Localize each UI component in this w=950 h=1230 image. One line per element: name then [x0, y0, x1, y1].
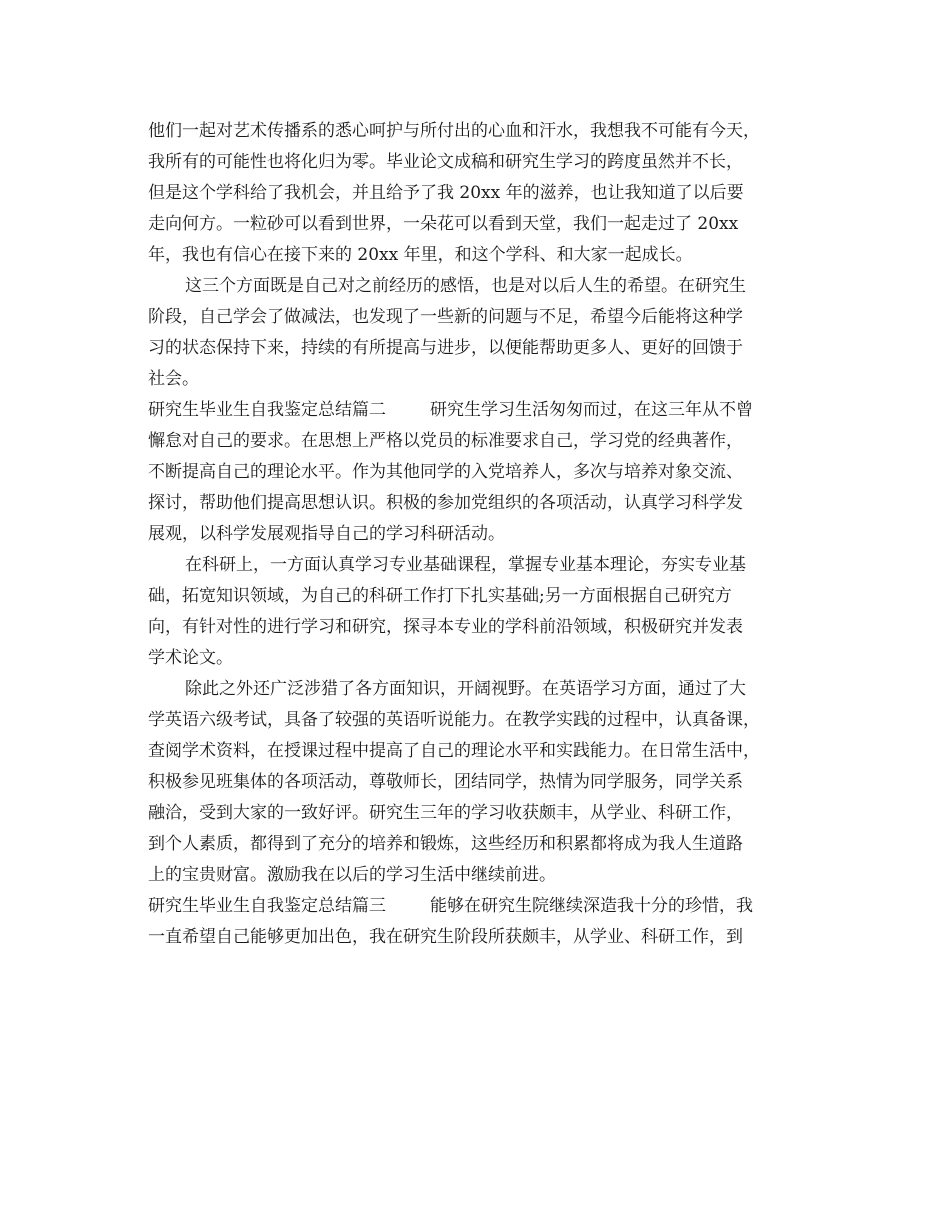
text-line: 在科研上，一方面认真学习专业基础课程，掌握专业基本理论，夯实专业基	[185, 555, 746, 575]
text-line: 学术论文。	[148, 648, 233, 668]
paragraph	[148, 271, 813, 395]
paragraph	[148, 550, 813, 674]
text-line: 展观，以科学发展观指导自己的学习科研活动。	[148, 524, 505, 544]
paragraph	[148, 116, 813, 271]
text-line: 阶段，自己学会了做减法，也发现了一些新的问题与不足，希望今后能将这种学	[148, 307, 743, 327]
text-line: 查阅学术资料，在授课过程中提高了自己的理论水平和实践能力。在日常生活中，	[148, 741, 760, 761]
section-two	[148, 395, 813, 550]
text-line: 除此之外还广泛涉猎了各方面知识，开阔视野。在英语学习方面，通过了大	[185, 679, 746, 699]
section-first-text: 能够在研究生院继续深造我十分的珍惜，我	[430, 896, 753, 916]
text-line: 不断提高自己的理论水平。作为其他同学的入党培养人，多次与培养对象交流、	[148, 462, 743, 482]
text-line: 但是这个学科给了我机会，并且给予了我 20xx 年的滋养，也让我知道了以后要	[148, 183, 744, 203]
text-line: 年，我也有信心在接下来的 20xx 年里，和这个学科、和大家一起成长。	[148, 245, 693, 265]
section-three	[148, 891, 813, 953]
text-line: 习的状态保持下来，持续的有所提高与进步，以便能帮助更多人、更好的回馈于	[148, 338, 743, 358]
text-line: 到个人素质，都得到了充分的培养和锻炼，这些经历和积累都将成为我人生道路	[148, 834, 743, 854]
text-line: 我所有的可能性也将化归为零。毕业论文成稿和研究生学习的跨度虽然并不长，	[148, 152, 743, 172]
section-first-text: 研究生学习生活匆匆而过，在这三年从不曾	[430, 400, 753, 420]
text-line: 这三个方面既是自己对之前经历的感悟，也是对以后人生的希望。在研究生	[185, 276, 746, 296]
text-line: 上的宝贵财富。激励我在以后的学习生活中继续前进。	[148, 865, 556, 885]
text-line: 懈怠对自己的要求。在思想上严格以党员的标准要求自己，学习党的经典著作，	[148, 431, 743, 451]
section-heading: 研究生毕业生自我鉴定总结篇三	[148, 896, 386, 916]
paragraph	[148, 674, 813, 891]
document-page	[148, 116, 813, 953]
text-line: 积极参见班集体的各项活动，尊敬师长，团结同学，热情为同学服务，同学关系	[148, 772, 743, 792]
section-heading-line	[148, 395, 813, 426]
text-line: 他们一起对艺术传播系的悉心呵护与所付出的心血和汗水，我想我不可能有今天，	[148, 121, 760, 141]
text-line: 一直希望自己能够更加出色，我在研究生阶段所获颇丰，从学业、科研工作，到	[148, 927, 743, 947]
text-line: 向，有针对性的进行学习和研究，探寻本专业的学科前沿领域，积极研究并发表	[148, 617, 743, 637]
text-line: 走向何方。一粒砂可以看到世界，一朵花可以看到天堂，我们一起走过了 20xx	[148, 214, 739, 234]
section-heading-line	[148, 891, 813, 922]
text-line: 探讨，帮助他们提高思想认识。积极的参加党组织的各项活动，认真学习科学发	[148, 493, 743, 513]
text-line: 融洽，受到大家的一致好评。研究生三年的学习收获颇丰，从学业、科研工作，	[148, 803, 743, 823]
text-line: 础，拓宽知识领域，为自己的科研工作打下扎实基础;另一方面根据自己研究方	[148, 586, 732, 606]
text-line: 学英语六级考试，具备了较强的英语听说能力。在教学实践的过程中，认真备课，	[148, 710, 760, 730]
section-heading: 研究生毕业生自我鉴定总结篇二	[148, 400, 386, 420]
text-line: 社会。	[148, 369, 199, 389]
